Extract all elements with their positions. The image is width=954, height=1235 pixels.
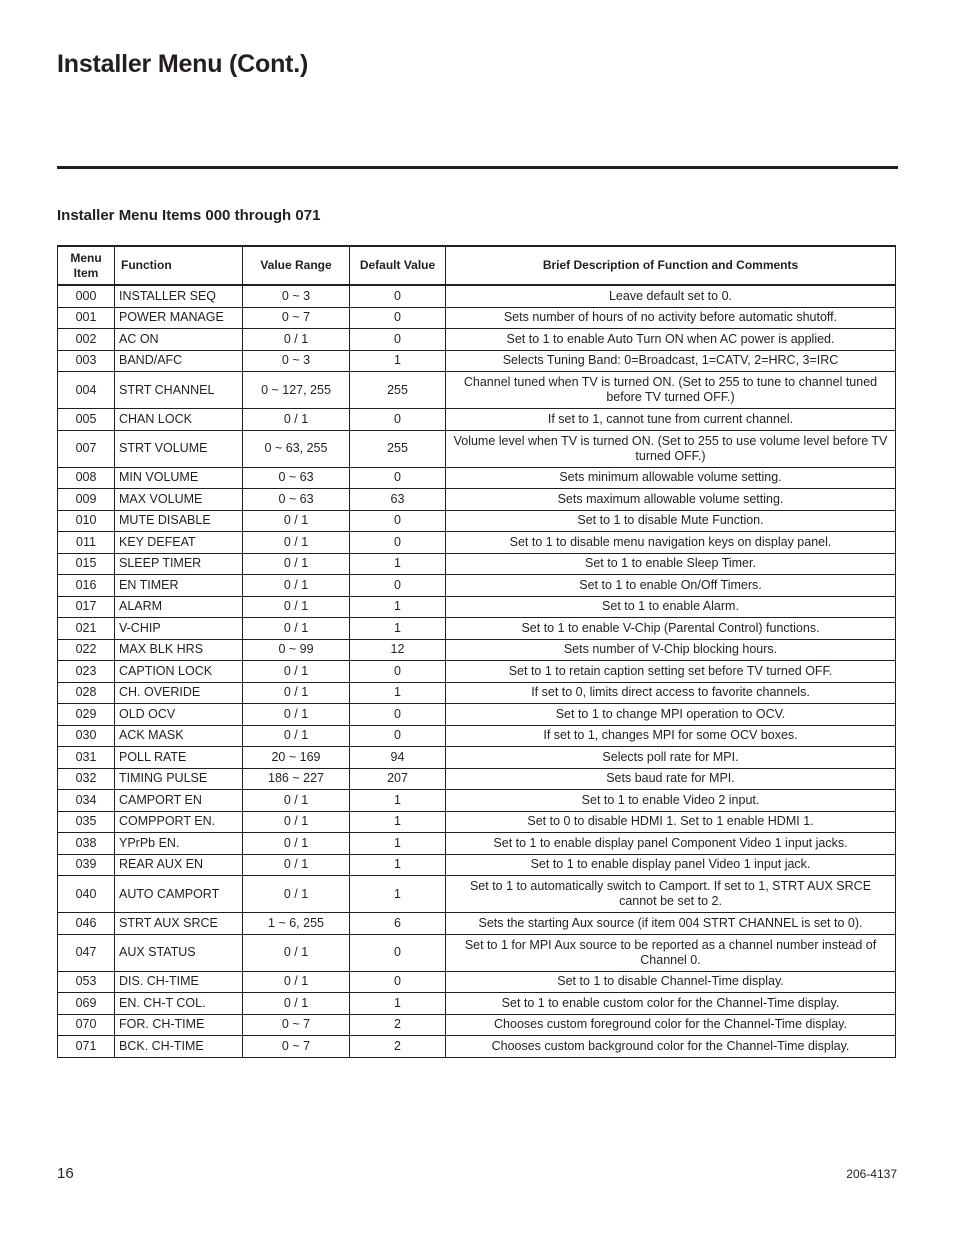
table-row <box>58 725 896 747</box>
cell-value-range: 0 / 1 <box>243 596 350 618</box>
cell-default-value: 0 <box>350 510 446 532</box>
cell-menu-item: 040 <box>58 876 115 913</box>
table-row <box>58 913 896 935</box>
cell-value-range: 0 / 1 <box>243 409 350 431</box>
table-row <box>58 409 896 431</box>
cell-function: STRT CHANNEL <box>115 372 243 409</box>
table-row <box>58 1036 896 1058</box>
cell-function: CAPTION LOCK <box>115 661 243 683</box>
cell-menu-item: 071 <box>58 1036 115 1058</box>
cell-default-value: 0 <box>350 307 446 329</box>
cell-description: If set to 1, cannot tune from current channel. <box>446 409 896 431</box>
cell-menu-item: 070 <box>58 1014 115 1036</box>
cell-description: Set to 1 to enable V-Chip (Parental Control) functions. <box>446 618 896 640</box>
cell-default-value: 1 <box>350 876 446 913</box>
cell-function: STRT AUX SRCE <box>115 913 243 935</box>
cell-default-value: 0 <box>350 934 446 971</box>
table-row <box>58 430 896 467</box>
cell-description: Set to 1 for MPI Aux source to be reported as a channel number instead of Channel 0. <box>446 934 896 971</box>
table-row <box>58 307 896 329</box>
cell-default-value: 1 <box>350 350 446 372</box>
cell-menu-item: 039 <box>58 854 115 876</box>
cell-default-value: 255 <box>350 372 446 409</box>
cell-function: INSTALLER SEQ <box>115 285 243 307</box>
cell-menu-item: 010 <box>58 510 115 532</box>
cell-default-value: 0 <box>350 285 446 307</box>
cell-menu-item: 017 <box>58 596 115 618</box>
cell-menu-item: 047 <box>58 934 115 971</box>
table-row <box>58 372 896 409</box>
cell-menu-item: 003 <box>58 350 115 372</box>
table-row <box>58 876 896 913</box>
cell-function: MIN VOLUME <box>115 467 243 489</box>
cell-value-range: 0 ~ 99 <box>243 639 350 661</box>
table-row <box>58 618 896 640</box>
cell-description: Set to 1 to enable On/Off Timers. <box>446 575 896 597</box>
cell-function: EN. CH-T COL. <box>115 993 243 1015</box>
cell-description: Set to 1 to enable display panel Component Video 1 input jacks. <box>446 833 896 855</box>
cell-description: If set to 0, limits direct access to favorite channels. <box>446 682 896 704</box>
cell-value-range: 0 ~ 7 <box>243 307 350 329</box>
cell-default-value: 0 <box>350 725 446 747</box>
cell-description: Channel tuned when TV is turned ON. (Set to 255 to tune to channel tuned before TV turned OFF.) <box>446 372 896 409</box>
cell-default-value: 1 <box>350 854 446 876</box>
cell-menu-item: 032 <box>58 768 115 790</box>
cell-function: CH. OVERIDE <box>115 682 243 704</box>
cell-value-range: 0 / 1 <box>243 790 350 812</box>
cell-menu-item: 005 <box>58 409 115 431</box>
cell-value-range: 0 / 1 <box>243 553 350 575</box>
cell-value-range: 0 / 1 <box>243 510 350 532</box>
page-number: 16 <box>57 1165 74 1182</box>
cell-description: Set to 1 to enable Sleep Timer. <box>446 553 896 575</box>
cell-function: MAX BLK HRS <box>115 639 243 661</box>
table-header-row <box>58 246 896 285</box>
table-row <box>58 596 896 618</box>
cell-menu-item: 035 <box>58 811 115 833</box>
cell-menu-item: 031 <box>58 747 115 769</box>
cell-description: Sets baud rate for MPI. <box>446 768 896 790</box>
cell-default-value: 0 <box>350 661 446 683</box>
cell-default-value: 0 <box>350 704 446 726</box>
cell-description: Set to 1 to enable Alarm. <box>446 596 896 618</box>
cell-default-value: 1 <box>350 790 446 812</box>
section-title: Installer Menu Items 000 through 071 <box>57 207 321 224</box>
cell-description: Chooses custom background color for the Channel-Time display. <box>446 1036 896 1058</box>
cell-default-value: 63 <box>350 489 446 511</box>
cell-function: BCK. CH-TIME <box>115 1036 243 1058</box>
cell-default-value: 0 <box>350 329 446 351</box>
cell-default-value: 1 <box>350 553 446 575</box>
cell-menu-item: 028 <box>58 682 115 704</box>
cell-menu-item: 001 <box>58 307 115 329</box>
cell-function: COMPPORT EN. <box>115 811 243 833</box>
cell-description: Set to 1 to change MPI operation to OCV. <box>446 704 896 726</box>
cell-value-range: 0 ~ 7 <box>243 1014 350 1036</box>
header-default-value: Default Value <box>350 246 446 285</box>
cell-description: Leave default set to 0. <box>446 285 896 307</box>
cell-description: Set to 0 to disable HDMI 1. Set to 1 enable HDMI 1. <box>446 811 896 833</box>
cell-value-range: 0 / 1 <box>243 876 350 913</box>
cell-menu-item: 034 <box>58 790 115 812</box>
cell-description: Set to 1 to retain caption setting set before TV turned OFF. <box>446 661 896 683</box>
header-menu-item: Menu Item <box>58 246 115 285</box>
cell-menu-item: 009 <box>58 489 115 511</box>
cell-value-range: 0 ~ 63, 255 <box>243 430 350 467</box>
cell-value-range: 0 / 1 <box>243 934 350 971</box>
cell-menu-item: 004 <box>58 372 115 409</box>
cell-function: V-CHIP <box>115 618 243 640</box>
cell-function: CHAN LOCK <box>115 409 243 431</box>
cell-function: POLL RATE <box>115 747 243 769</box>
cell-function: BAND/AFC <box>115 350 243 372</box>
cell-function: POWER MANAGE <box>115 307 243 329</box>
cell-default-value: 0 <box>350 971 446 993</box>
cell-value-range: 20 ~ 169 <box>243 747 350 769</box>
cell-default-value: 1 <box>350 618 446 640</box>
cell-description: Sets number of hours of no activity before automatic shutoff. <box>446 307 896 329</box>
cell-description: If set to 1, changes MPI for some OCV boxes. <box>446 725 896 747</box>
cell-function: DIS. CH-TIME <box>115 971 243 993</box>
table-row <box>58 790 896 812</box>
cell-value-range: 0 ~ 63 <box>243 467 350 489</box>
cell-value-range: 0 / 1 <box>243 854 350 876</box>
cell-value-range: 0 / 1 <box>243 575 350 597</box>
table-row <box>58 747 896 769</box>
table-body <box>58 285 896 1057</box>
table-row <box>58 811 896 833</box>
cell-menu-item: 000 <box>58 285 115 307</box>
table-row <box>58 661 896 683</box>
cell-function: REAR AUX EN <box>115 854 243 876</box>
cell-function: YPrPb EN. <box>115 833 243 855</box>
header-rule <box>57 166 898 169</box>
cell-default-value: 0 <box>350 409 446 431</box>
cell-value-range: 0 / 1 <box>243 993 350 1015</box>
table-row <box>58 971 896 993</box>
table-row <box>58 575 896 597</box>
cell-menu-item: 016 <box>58 575 115 597</box>
cell-function: EN TIMER <box>115 575 243 597</box>
cell-menu-item: 002 <box>58 329 115 351</box>
cell-function: ALARM <box>115 596 243 618</box>
table-row <box>58 993 896 1015</box>
cell-default-value: 1 <box>350 833 446 855</box>
cell-menu-item: 029 <box>58 704 115 726</box>
cell-description: Selects Tuning Band: 0=Broadcast, 1=CATV, 2=HRC, 3=IRC <box>446 350 896 372</box>
cell-function: ACK MASK <box>115 725 243 747</box>
cell-description: Selects poll rate for MPI. <box>446 747 896 769</box>
cell-description: Set to 1 to disable Mute Function. <box>446 510 896 532</box>
cell-description: Set to 1 to disable menu navigation keys on display panel. <box>446 532 896 554</box>
cell-menu-item: 008 <box>58 467 115 489</box>
table-row <box>58 467 896 489</box>
cell-value-range: 0 ~ 63 <box>243 489 350 511</box>
cell-function: STRT VOLUME <box>115 430 243 467</box>
cell-value-range: 0 / 1 <box>243 725 350 747</box>
cell-function: CAMPORT EN <box>115 790 243 812</box>
table-row <box>58 285 896 307</box>
cell-menu-item: 021 <box>58 618 115 640</box>
cell-default-value: 6 <box>350 913 446 935</box>
cell-function: KEY DEFEAT <box>115 532 243 554</box>
cell-default-value: 207 <box>350 768 446 790</box>
cell-description: Set to 1 to automatically switch to Camport. If set to 1, STRT AUX SRCE cannot be set to 2. <box>446 876 896 913</box>
cell-value-range: 0 ~ 3 <box>243 350 350 372</box>
cell-default-value: 1 <box>350 811 446 833</box>
cell-default-value: 1 <box>350 682 446 704</box>
table-row <box>58 329 896 351</box>
cell-value-range: 0 / 1 <box>243 618 350 640</box>
cell-function: SLEEP TIMER <box>115 553 243 575</box>
cell-function: AUX STATUS <box>115 934 243 971</box>
cell-description: Set to 1 to enable custom color for the Channel-Time display. <box>446 993 896 1015</box>
cell-value-range: 1 ~ 6, 255 <box>243 913 350 935</box>
cell-default-value: 1 <box>350 993 446 1015</box>
document-number: 206-4137 <box>846 1167 897 1181</box>
cell-default-value: 0 <box>350 467 446 489</box>
cell-value-range: 0 / 1 <box>243 682 350 704</box>
cell-value-range: 0 / 1 <box>243 661 350 683</box>
cell-menu-item: 069 <box>58 993 115 1015</box>
cell-default-value: 94 <box>350 747 446 769</box>
header-description: Brief Description of Function and Comments <box>446 246 896 285</box>
cell-function: TIMING PULSE <box>115 768 243 790</box>
cell-description: Set to 1 to enable display panel Video 1 input jack. <box>446 854 896 876</box>
cell-menu-item: 030 <box>58 725 115 747</box>
cell-description: Sets number of V-Chip blocking hours. <box>446 639 896 661</box>
cell-value-range: 0 / 1 <box>243 971 350 993</box>
cell-description: Set to 1 to enable Auto Turn ON when AC power is applied. <box>446 329 896 351</box>
cell-description: Sets minimum allowable volume setting. <box>446 467 896 489</box>
cell-menu-item: 053 <box>58 971 115 993</box>
cell-default-value: 12 <box>350 639 446 661</box>
cell-function: OLD OCV <box>115 704 243 726</box>
cell-description: Set to 1 to enable Video 2 input. <box>446 790 896 812</box>
cell-value-range: 0 / 1 <box>243 833 350 855</box>
cell-default-value: 0 <box>350 575 446 597</box>
table-row <box>58 510 896 532</box>
table-row <box>58 639 896 661</box>
table-row <box>58 704 896 726</box>
cell-value-range: 0 ~ 7 <box>243 1036 350 1058</box>
cell-menu-item: 038 <box>58 833 115 855</box>
table-row <box>58 768 896 790</box>
table-row <box>58 532 896 554</box>
cell-function: FOR. CH-TIME <box>115 1014 243 1036</box>
cell-value-range: 0 / 1 <box>243 532 350 554</box>
cell-description: Volume level when TV is turned ON. (Set to 255 to use volume level before TV turned OFF.) <box>446 430 896 467</box>
cell-value-range: 0 ~ 127, 255 <box>243 372 350 409</box>
header-value-range: Value Range <box>243 246 350 285</box>
table-row <box>58 854 896 876</box>
table-row <box>58 553 896 575</box>
cell-function: AC ON <box>115 329 243 351</box>
cell-menu-item: 046 <box>58 913 115 935</box>
cell-menu-item: 011 <box>58 532 115 554</box>
cell-description: Sets maximum allowable volume setting. <box>446 489 896 511</box>
page-title: Installer Menu (Cont.) <box>57 50 309 78</box>
table-row <box>58 350 896 372</box>
cell-default-value: 2 <box>350 1036 446 1058</box>
table-row <box>58 489 896 511</box>
table-row <box>58 1014 896 1036</box>
cell-menu-item: 007 <box>58 430 115 467</box>
cell-function: AUTO CAMPORT <box>115 876 243 913</box>
cell-menu-item: 015 <box>58 553 115 575</box>
cell-function: MUTE DISABLE <box>115 510 243 532</box>
table-row <box>58 682 896 704</box>
cell-default-value: 1 <box>350 596 446 618</box>
header-function: Function <box>115 246 243 285</box>
cell-description: Sets the starting Aux source (if item 004 STRT CHANNEL is set to 0). <box>446 913 896 935</box>
cell-description: Chooses custom foreground color for the Channel-Time display. <box>446 1014 896 1036</box>
table-row <box>58 934 896 971</box>
cell-value-range: 186 ~ 227 <box>243 768 350 790</box>
cell-default-value: 255 <box>350 430 446 467</box>
cell-default-value: 2 <box>350 1014 446 1036</box>
installer-menu-table <box>57 245 896 1058</box>
cell-value-range: 0 / 1 <box>243 811 350 833</box>
cell-menu-item: 022 <box>58 639 115 661</box>
cell-description: Set to 1 to disable Channel-Time display. <box>446 971 896 993</box>
cell-function: MAX VOLUME <box>115 489 243 511</box>
cell-value-range: 0 ~ 3 <box>243 285 350 307</box>
cell-value-range: 0 / 1 <box>243 329 350 351</box>
cell-value-range: 0 / 1 <box>243 704 350 726</box>
table-row <box>58 833 896 855</box>
cell-menu-item: 023 <box>58 661 115 683</box>
cell-default-value: 0 <box>350 532 446 554</box>
